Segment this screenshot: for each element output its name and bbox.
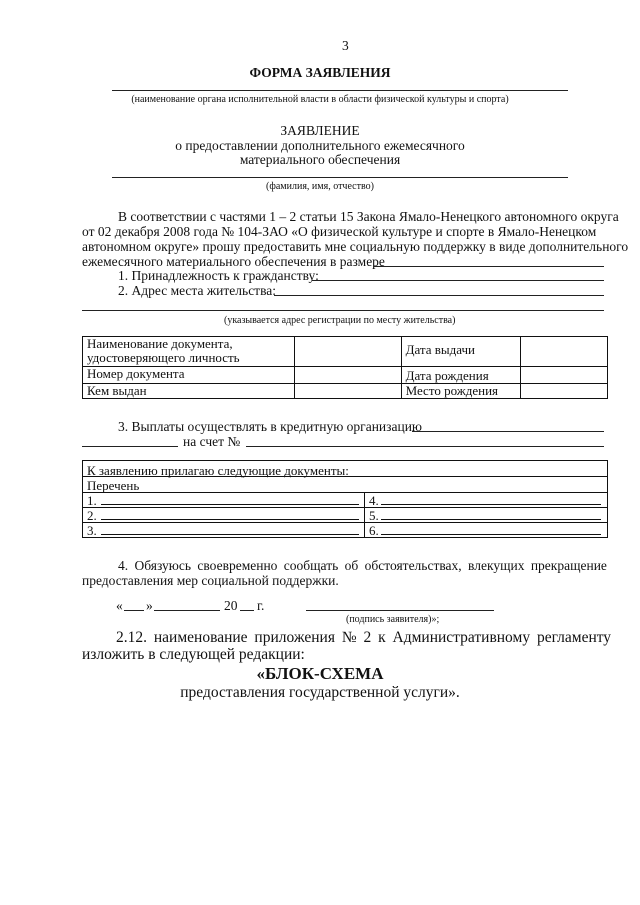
- intro-line-2: от 02 декабря 2008 года № 104-ЗАО «О физической культуре и спорте в Ямало-Ненецком: [82, 224, 597, 239]
- page-number: 3: [342, 38, 349, 53]
- form-title: ФОРМА ЗАЯВЛЕНИЯ: [249, 65, 391, 80]
- address-line-1: [274, 295, 604, 296]
- bank-line-2: [82, 446, 178, 447]
- attached-docs-table: [82, 460, 608, 538]
- signature-line: [306, 610, 494, 611]
- doc-number-value: [295, 367, 401, 384]
- date-year-line: [240, 610, 254, 611]
- statement-title: ЗАЯВЛЕНИЕ: [280, 123, 360, 138]
- doc-item-1: 1.: [87, 493, 97, 508]
- account-label: на счет №: [183, 434, 241, 449]
- doc-item-2: 2.: [87, 508, 97, 523]
- doc-name-label-1: Наименование документа,: [87, 336, 233, 351]
- birth-date-label: Дата рождения: [401, 367, 520, 384]
- date-year: 20: [224, 598, 238, 613]
- authority-caption: (наименование органа исполнительной власти в области физической культуры и спорта): [131, 94, 509, 105]
- date-day-line: [124, 610, 144, 611]
- doc-item-5: 5.: [369, 508, 379, 523]
- address-label: 2. Адрес места жительства:: [118, 283, 277, 298]
- statement-subtitle-1: о предоставлении дополнительного ежемесячного: [175, 138, 465, 153]
- date-open-quote: «: [116, 598, 123, 613]
- doc-item-3: 3.: [87, 523, 97, 538]
- account-line: [246, 446, 604, 447]
- amendment-line-2: изложить в следующей редакции:: [82, 646, 305, 663]
- id-document-table: [82, 336, 608, 399]
- name-caption: (фамилия, имя, отчество): [266, 181, 374, 192]
- doc-name-value: [295, 337, 401, 367]
- birth-date-value: [521, 367, 608, 384]
- name-line: [112, 177, 568, 178]
- citizenship-line: [312, 280, 604, 281]
- doc-item-6: 6.: [369, 523, 379, 538]
- signature-caption: (подпись заявителя)»;: [346, 614, 440, 625]
- amount-line: [374, 266, 604, 267]
- intro-line-4: ежемесячного материального обеспечения в размере: [82, 254, 385, 269]
- doc-item-4: 4.: [369, 493, 379, 508]
- issue-date-value: [521, 337, 608, 367]
- obligation-line-2: предоставления мер социальной поддержки.: [82, 573, 339, 588]
- doc-number-label: Номер документа: [83, 367, 295, 384]
- birth-place-value: [521, 384, 608, 399]
- birth-place-label: Место рождения: [401, 384, 520, 399]
- block-scheme-subtitle: предоставления государственной услуги».: [180, 684, 460, 701]
- attached-docs-list-label: Перечень: [87, 478, 140, 493]
- authority-line: [112, 90, 568, 91]
- date-month-line: [154, 610, 220, 611]
- statement-subtitle-2: материального обеспечения: [239, 152, 401, 167]
- date-close-quote: »: [146, 598, 153, 613]
- amendment-line-1: 2.12. наименование приложения № 2 к Административному регламенту: [116, 629, 612, 646]
- intro-line-1: В соответствии с частями 1 – 2 статьи 15 Закона Ямало-Ненецкого автономного округа: [118, 209, 619, 224]
- payments-label: 3. Выплаты осуществлять в кредитную организацию: [118, 419, 423, 434]
- issued-by-label: Кем выдан: [83, 384, 295, 399]
- intro-line-3: автономном округе» прошу предоставить мне социальную поддержку в виде дополнительного: [82, 239, 629, 254]
- block-scheme-title: «БЛОК-СХЕМА: [256, 664, 384, 683]
- issue-date-label: Дата выдачи: [401, 337, 520, 367]
- doc-name-cell: [83, 337, 295, 367]
- date-suffix: г.: [257, 598, 265, 613]
- obligation-line-1: 4. Обязуюсь своевременно сообщать об обстоятельствах, влекущих прекращение: [118, 558, 607, 573]
- doc-name-label-2: удостоверяющего личность: [87, 350, 240, 365]
- citizenship-label: 1. Принадлежность к гражданству:: [118, 268, 319, 283]
- address-line-2: [82, 310, 604, 311]
- address-caption: (указывается адрес регистрации по месту жительства): [224, 315, 456, 326]
- bank-line: [412, 431, 604, 432]
- issued-by-value: [295, 384, 401, 399]
- attached-docs-header: К заявлению прилагаю следующие документы:: [87, 463, 349, 478]
